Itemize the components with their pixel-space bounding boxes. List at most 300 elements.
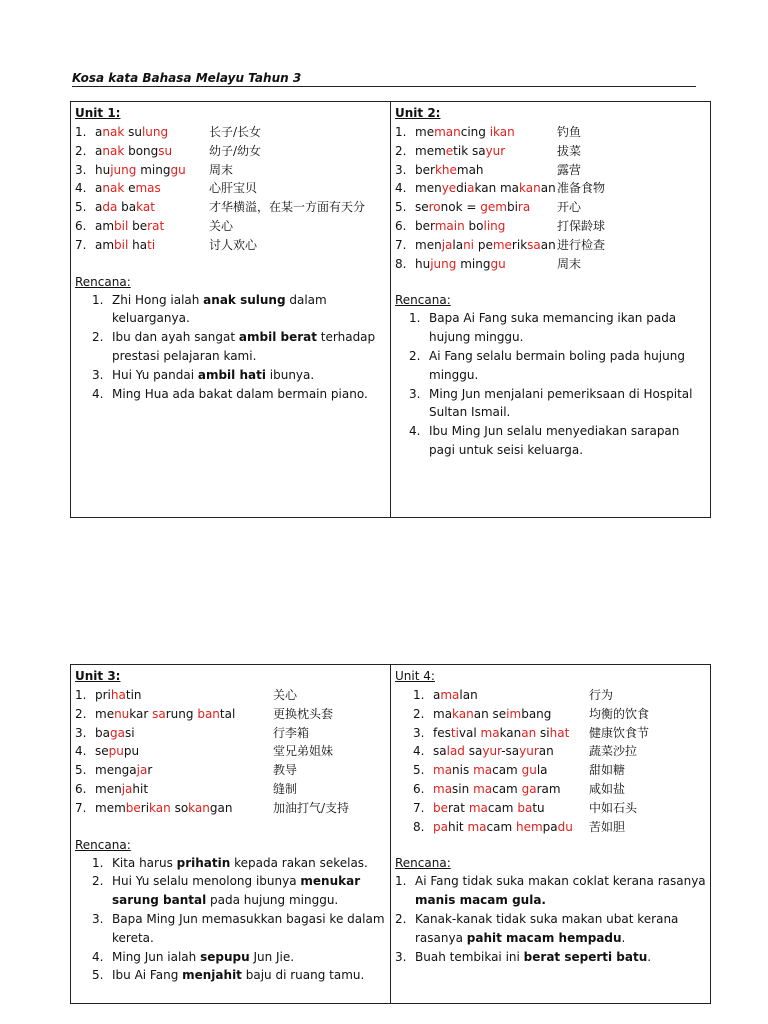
sentence-part: Kita harus (112, 855, 177, 870)
syllable: cam (487, 800, 518, 815)
syllable: me (95, 706, 115, 721)
example-sentence (75, 291, 386, 329)
example-sentence (395, 347, 706, 385)
malay-word (95, 705, 273, 724)
syllable-highlight: ikan (489, 125, 515, 139)
chinese-meaning: 健康饮食节 (589, 725, 650, 740)
malay-word (433, 780, 589, 799)
malay-word (415, 179, 557, 198)
syllable-highlight: pa (433, 819, 448, 834)
chinese-meaning: 行李箱 (273, 725, 310, 740)
example-text (415, 872, 706, 910)
malay-word (415, 255, 557, 274)
chinese-meaning: 才华横溢，在某一方面有天分 (209, 200, 366, 215)
unit-2-rencana-label: Rencana: (395, 293, 451, 308)
syllable-highlight: gu (521, 763, 537, 778)
syllable-highlight: kan (452, 706, 474, 721)
chinese-meaning: 开心 (557, 200, 582, 215)
example-text (112, 366, 314, 385)
syllable-highlight: ga (109, 725, 125, 740)
sentence-part: Bapa Ai Fang suka memancing ikan pada hujung minggu. (429, 311, 677, 345)
chinese-meaning: 准备食物 (557, 181, 606, 196)
malay-word (95, 724, 273, 743)
syllable: ha (128, 237, 148, 252)
unit-4-vocab-list (395, 686, 706, 836)
malay-word (95, 142, 209, 161)
document-title: Kosa kata Bahasa Melayu Tahun 3 (72, 71, 696, 87)
syllable-highlight: ma (467, 819, 487, 834)
malay-word (95, 198, 209, 217)
syllable: fes (433, 725, 451, 740)
example-sentence (75, 872, 386, 910)
syllable-highlight: ye (441, 181, 457, 196)
chinese-meaning: 教导 (273, 763, 298, 778)
syllable-highlight: da (102, 200, 118, 215)
syllable: a (95, 200, 103, 215)
syllable-highlight: ti (450, 725, 459, 740)
syllable: kan (499, 725, 522, 740)
malay-word (415, 161, 557, 180)
example-number: 2. (409, 348, 421, 363)
vocab-number: 7. (413, 800, 425, 815)
vocab-row (395, 818, 706, 837)
syllable: bi (506, 200, 518, 215)
syllable: sa (464, 744, 483, 759)
chinese-meaning: 中如石头 (589, 800, 638, 815)
vocab-table-bottom (70, 664, 711, 1004)
vocab-number: 6. (413, 781, 425, 796)
syllable: sin (452, 781, 474, 796)
sentence-part: Kanak-kanak tidak suka makan ubat kerana rasanya (415, 911, 679, 945)
syllable-highlight: ro (428, 200, 441, 215)
syllable-highlight: man (434, 125, 461, 139)
vocab-row (75, 761, 386, 780)
syllable: ri (140, 800, 150, 815)
syllable-highlight: sa (527, 237, 541, 252)
example-number: 2. (92, 330, 104, 345)
syllable: val (458, 725, 481, 740)
vocab-number: 8. (395, 256, 407, 271)
syllable-highlight: ling (483, 218, 506, 233)
malay-word (415, 142, 557, 161)
syllable: cam (492, 763, 522, 778)
vocab-row (75, 236, 386, 255)
malay-word (433, 761, 589, 780)
example-text (429, 309, 706, 347)
syllable-highlight: yur (519, 744, 539, 759)
syllable-highlight: yur (482, 744, 502, 759)
example-number: 1. (92, 855, 104, 870)
syllable: gan (209, 800, 233, 815)
malay-word (433, 818, 589, 837)
chinese-meaning: 讨人欢心 (209, 237, 258, 252)
chinese-meaning: 加油打气/支持 (273, 800, 350, 815)
syllable: men (415, 181, 442, 196)
example-sentence (75, 366, 386, 385)
chinese-meaning: 蔬菜沙拉 (589, 744, 638, 759)
syllable: bo (464, 218, 484, 233)
vocab-row (75, 161, 386, 180)
syllable-highlight: kan (149, 800, 171, 815)
example-number: 1. (92, 292, 104, 307)
chinese-meaning: 钓鱼 (557, 125, 582, 139)
example-sentence (75, 966, 386, 985)
sentence-part: Buah tembikai ini (415, 949, 524, 964)
key-phrase: pahit macam hempadu (466, 930, 622, 945)
vocab-number: 7. (75, 800, 87, 815)
sentence-part: Ibu Ai Fang (112, 968, 183, 983)
vocab-number: 7. (395, 237, 407, 252)
vocab-number: 4. (75, 181, 87, 196)
vocab-row (75, 217, 386, 236)
syllable-highlight: ma (433, 763, 453, 778)
malay-word (95, 161, 209, 180)
vocab-number: 6. (75, 781, 87, 796)
vocab-row (75, 198, 386, 217)
syllable: am (95, 237, 115, 252)
syllable-highlight: du (557, 819, 573, 834)
syllable: rik (511, 237, 528, 252)
syllable-highlight: me (492, 237, 512, 252)
chinese-meaning: 幼子/幼女 (209, 143, 262, 158)
syllable-highlight: ma (440, 688, 460, 702)
example-text (112, 854, 368, 873)
sentence-part: pada hujung minggu. (206, 893, 339, 908)
syllable: be (128, 218, 148, 233)
syllable-highlight: ja (441, 237, 453, 252)
syllable: men (415, 237, 442, 252)
syllable: mem (415, 143, 446, 158)
vocab-row (395, 686, 706, 705)
syllable: tik sa (453, 143, 486, 158)
syllable: tin (125, 688, 142, 702)
key-phrase: manis macam gula. (415, 893, 546, 908)
syllable-highlight: ban (197, 706, 220, 721)
key-phrase: ambil berat (238, 330, 317, 345)
syllable-highlight: bil (114, 218, 129, 233)
syllable: ram (536, 781, 561, 796)
sentence-part: terhadap prestasi pelajaran kami. (112, 330, 376, 363)
malay-word (95, 236, 209, 255)
sentence-part: Ming Hua ada bakat dalam bermain piano. (112, 386, 368, 401)
chinese-meaning: 甜如糖 (589, 763, 626, 778)
sentence-part: dalam keluarganya. (112, 292, 327, 326)
vocab-number: 3. (413, 725, 425, 740)
unit-4-heading: Unit 4: (395, 669, 435, 683)
example-text (112, 872, 386, 910)
vocab-row (75, 724, 386, 743)
syllable-highlight: hat (549, 725, 570, 740)
vocab-number: 4. (413, 744, 425, 759)
syllable-highlight: kan (188, 800, 210, 815)
malay-word (415, 217, 557, 236)
syllable: so (170, 800, 189, 815)
chinese-meaning: 关心 (273, 688, 298, 702)
malay-word (415, 236, 557, 255)
syllable-highlight: ma (468, 800, 488, 815)
vocab-row (75, 780, 386, 799)
example-sentence (395, 948, 706, 967)
syllable-highlight: ni (463, 237, 475, 252)
vocab-number: 3. (395, 162, 407, 177)
syllable-highlight: a (467, 181, 475, 196)
chinese-meaning: 露营 (557, 162, 582, 177)
key-phrase: anak sulung (203, 292, 286, 307)
syllable: sa (433, 744, 447, 759)
syllable-highlight: ma (473, 763, 493, 778)
unit-1-examples (75, 291, 386, 404)
vocab-row (75, 705, 386, 724)
unit-3-cell (71, 665, 391, 1004)
syllable-highlight: lad (446, 744, 465, 759)
chinese-meaning: 缝制 (273, 781, 298, 796)
sentence-part: . (647, 949, 652, 964)
malay-word (95, 123, 209, 142)
syllable: pri (95, 688, 111, 702)
sentence-part: Ibu dan ayah sangat (112, 330, 239, 345)
example-sentence (75, 854, 386, 873)
syllable: pa (542, 819, 558, 834)
chinese-meaning: 堂兄弟姐妹 (273, 744, 334, 759)
vocab-row (395, 179, 706, 198)
example-text (112, 966, 364, 985)
example-number: 4. (409, 424, 421, 439)
vocab-number: 5. (395, 200, 407, 215)
syllable: se (95, 744, 109, 759)
example-number: 3. (92, 911, 104, 926)
chinese-meaning: 周末 (557, 256, 582, 271)
syllable: hit (132, 781, 149, 796)
example-number: 2. (395, 911, 407, 926)
example-text (112, 910, 386, 948)
example-sentence (395, 385, 706, 423)
key-phrase: prihatin (176, 855, 231, 870)
vocab-row (395, 142, 706, 161)
syllable: si (536, 725, 550, 740)
sentence-part: Ming Jun ialah (112, 949, 201, 964)
vocab-number: 7. (75, 237, 87, 252)
syllable-highlight: im (506, 706, 522, 721)
example-text (429, 347, 706, 385)
syllable: pu (123, 744, 140, 759)
vocab-number: 8. (413, 819, 425, 834)
vocab-row (395, 236, 706, 255)
vocab-number: 2. (75, 143, 87, 158)
syllable: ming (456, 256, 491, 271)
example-text (415, 948, 651, 967)
example-number: 1. (395, 874, 407, 889)
syllable-highlight: main (434, 218, 465, 233)
sentence-part: Ming Jun menjalani pemeriksaan di Hospital Sultan Ismail. (429, 386, 693, 420)
syllable: ber (415, 162, 435, 177)
syllable: nis (452, 763, 474, 778)
malay-word (95, 761, 273, 780)
syllable: men (95, 781, 122, 796)
malay-word (415, 123, 557, 142)
syllable: menga (95, 763, 137, 778)
chinese-meaning: 心肝宝贝 (209, 181, 258, 196)
syllable: e (124, 181, 136, 196)
key-phrase: ambil hati (197, 367, 266, 382)
syllable: ba (95, 725, 110, 740)
chinese-meaning: 打保龄球 (557, 218, 606, 233)
syllable: ming (136, 162, 171, 177)
vocab-row (395, 799, 706, 818)
syllable-highlight: kan (519, 181, 541, 196)
syllable-highlight: an (521, 725, 537, 740)
syllable-highlight: ma (473, 781, 493, 796)
syllable: r (147, 763, 153, 778)
syllable-highlight: yur (485, 143, 506, 158)
syllable: rung (165, 706, 198, 721)
syllable-highlight: kat (136, 200, 155, 215)
example-sentence (395, 872, 706, 910)
syllable: cam (486, 819, 516, 834)
vocab-row (75, 742, 386, 761)
unit-2-examples (395, 309, 706, 459)
vocab-row (395, 705, 706, 724)
syllable: tal (219, 706, 236, 721)
syllable: kan ma (474, 181, 520, 196)
vocab-number: 2. (395, 143, 407, 158)
syllable: a (433, 688, 441, 702)
syllable: kar (129, 706, 153, 721)
unit-3-vocab-list (75, 686, 386, 818)
malay-word (415, 198, 557, 217)
syllable-highlight: ba (517, 800, 533, 815)
example-number: 4. (92, 386, 104, 401)
syllable: la (536, 763, 548, 778)
unit-4-cell (391, 665, 711, 1004)
vocab-row (395, 198, 706, 217)
key-phrase: menukar sarung bantal (112, 874, 361, 908)
vocab-number: 5. (75, 200, 87, 215)
syllable-highlight: nak (102, 143, 125, 158)
malay-word (433, 705, 589, 724)
vocab-number: 4. (75, 744, 87, 759)
malay-word (95, 742, 273, 761)
syllable: -sa (501, 744, 520, 759)
syllable-highlight: bil (114, 237, 129, 252)
vocab-number: 3. (75, 162, 87, 177)
unit-4-rencana-label: Rencana: (395, 856, 451, 871)
unit-1-rencana-label: Rencana: (75, 274, 131, 289)
syllable-highlight: ja (121, 781, 133, 796)
vocab-number: 1. (75, 125, 87, 139)
syllable-highlight: sa (152, 706, 166, 721)
syllable: ber (415, 218, 435, 233)
syllable: di (456, 181, 468, 196)
syllable: rat (448, 800, 469, 815)
example-number: 5. (92, 968, 104, 983)
syllable: hu (95, 162, 111, 177)
syllable: an se (473, 706, 507, 721)
syllable-highlight: ga (521, 781, 537, 796)
sentence-part: Hui Yu selalu menolong ibunya (112, 874, 301, 889)
syllable: an (540, 181, 556, 196)
vocab-row (395, 724, 706, 743)
syllable: ba (117, 200, 137, 215)
malay-word (95, 780, 273, 799)
syllable-highlight: mas (135, 181, 161, 196)
chinese-meaning: 周末 (209, 162, 234, 177)
key-phrase: berat seperti batu (523, 949, 648, 964)
syllable: a (95, 181, 103, 196)
example-sentence (395, 910, 706, 948)
syllable-highlight: be (125, 800, 141, 815)
syllable-highlight: ma (480, 725, 500, 740)
chinese-meaning: 更换枕头套 (273, 706, 334, 721)
chinese-meaning: 均衡的饮食 (589, 706, 650, 721)
syllable: pe (474, 237, 493, 252)
syllable-highlight: hem (515, 819, 543, 834)
example-sentence (395, 422, 706, 460)
vocab-number: 3. (75, 725, 87, 740)
unit-4-examples (395, 872, 706, 966)
syllable: bong (124, 143, 159, 158)
unit-1-cell (71, 102, 391, 518)
vocab-row (395, 780, 706, 799)
vocab-number: 4. (395, 181, 407, 196)
syllable: lan (459, 688, 478, 702)
vocab-number: 1. (395, 125, 407, 139)
vocab-row (395, 161, 706, 180)
syllable-highlight: gu (170, 162, 186, 177)
syllable: cam (492, 781, 522, 796)
syllable-highlight: be (433, 800, 448, 815)
vocab-row (75, 123, 386, 142)
unit-2-vocab-list (395, 123, 706, 273)
syllable-highlight: gem (480, 200, 507, 215)
syllable: a (95, 143, 103, 158)
chinese-meaning: 咸如盐 (589, 781, 626, 796)
syllable: hu (415, 256, 431, 271)
syllable-highlight: ti (147, 237, 156, 252)
vocab-row (395, 742, 706, 761)
syllable-highlight: ma (433, 781, 453, 796)
vocab-number: 6. (395, 218, 407, 233)
syllable-highlight: khe (434, 162, 457, 177)
example-text (112, 328, 386, 366)
vocab-number: 6. (75, 218, 87, 233)
example-sentence (75, 910, 386, 948)
example-number: 3. (92, 367, 104, 382)
syllable-highlight: nak (102, 125, 125, 139)
example-sentence (395, 309, 706, 347)
syllable-highlight: pu (108, 744, 124, 759)
syllable-highlight: ja (136, 763, 148, 778)
vocab-row (395, 217, 706, 236)
syllable: a (95, 125, 103, 139)
syllable-highlight: nak (102, 181, 125, 196)
syllable-highlight: nu (114, 706, 130, 721)
vocab-row (395, 255, 706, 274)
syllable: mem (95, 800, 126, 815)
syllable: hit (447, 819, 468, 834)
malay-word (433, 686, 589, 705)
malay-word (433, 742, 589, 761)
syllable: an (538, 744, 554, 759)
vocab-row (395, 761, 706, 780)
syllable: ma (433, 706, 453, 721)
unit-2-cell (391, 102, 711, 518)
example-sentence (75, 385, 386, 404)
key-phrase: sepupu (200, 949, 250, 964)
chinese-meaning: 长子/长女 (209, 125, 262, 139)
vocab-number: 1. (413, 688, 425, 702)
sentence-part: . (621, 930, 626, 945)
vocab-row (75, 142, 386, 161)
